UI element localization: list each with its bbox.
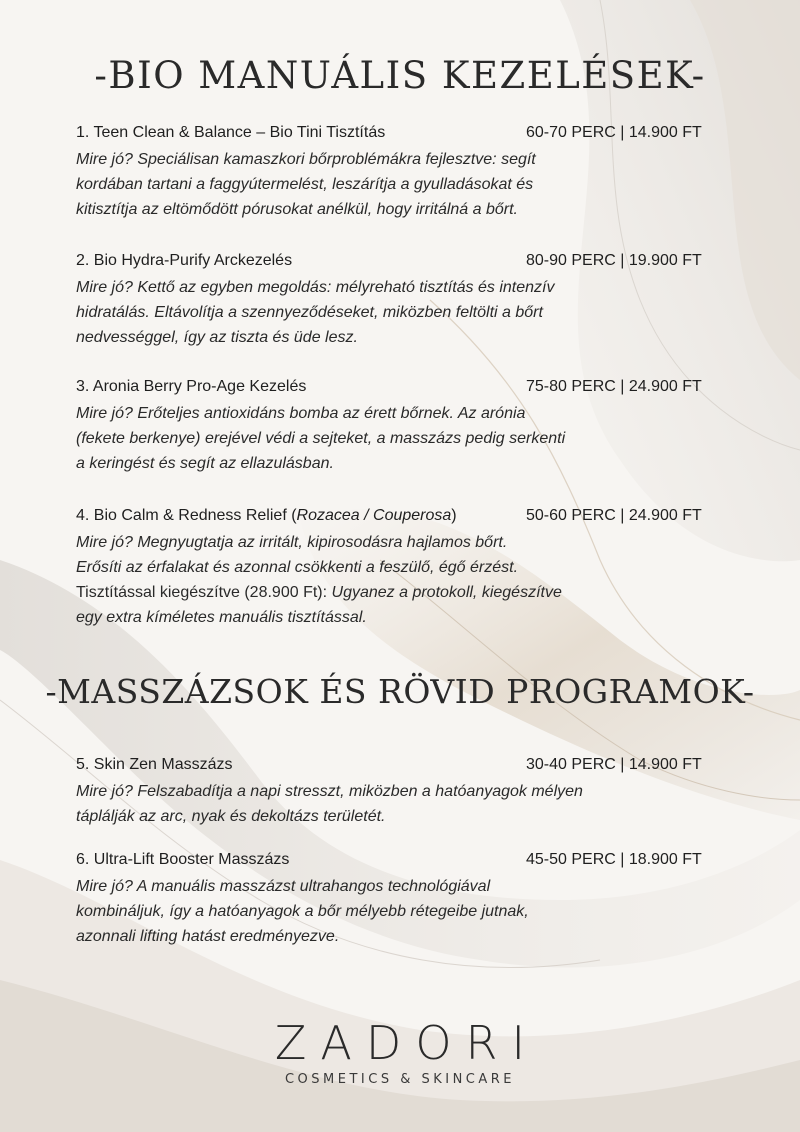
treatment-name: 1. Teen Clean & Balance – Bio Tini Tisztítás xyxy=(76,124,386,141)
treatment-duration-price: 75-80 PERC | 24.900 FT xyxy=(526,378,702,395)
treatment-name: 6. Ultra-Lift Booster Masszázs xyxy=(76,851,290,868)
section-title-bio: -BIO MANUÁLIS KEZELÉSEK- xyxy=(94,54,706,97)
section-title-massages: -MASSZÁZSOK ÉS RÖVID PROGRAMOK- xyxy=(45,672,755,711)
treatment-description: Mire jó? Kettő az egyben megoldás: mélyreható tisztítás és intenzív hidratálás. Eltávolítja a szennyeződéseket, miközben feltölti a bőrt nedvességgel, így az tiszta és üde lesz. xyxy=(76,279,555,346)
treatment-name: 4. Bio Calm & Redness Relief (Rozacea / Couperosa) xyxy=(76,507,457,524)
treatment-name: 3. Aronia Berry Pro-Age Kezelés xyxy=(76,378,307,395)
brand-tagline: COSMETICS & SKINCARE xyxy=(284,1072,516,1087)
brand-logo-name: ZADORI xyxy=(274,1016,540,1070)
treatment-duration-price: 30-40 PERC | 14.900 FT xyxy=(526,756,702,773)
treatment-item-1 xyxy=(76,124,726,222)
treatment-description: Mire jó? Erőteljes antioxidáns bomba az érett bőrnek. Az arónia (fekete berkenye) erejével védi a sejteket, a masszázs pedig serkenti a keringést és segít az ellazulásban. xyxy=(76,405,566,472)
addon-label: Tisztítással kiegészítve (28.900 Ft): xyxy=(76,584,328,601)
treatment-duration-price: 80-90 PERC | 19.900 FT xyxy=(526,252,702,269)
treatment-description: Mire jó? A manuális masszázst ultrahangos technológiával kombináljuk, így a hatóanyagok a bőr mélyebb rétegeibe jutnak, azonnali lifting hatást eredményezve. xyxy=(76,878,529,945)
treatment-item-5 xyxy=(76,756,726,829)
treatment-item-2 xyxy=(76,252,726,350)
treatment-name: 2. Bio Hydra-Purify Arckezelés xyxy=(76,252,293,269)
treatment-duration-price: 50-60 PERC | 24.900 FT xyxy=(526,507,702,524)
treatment-item-6 xyxy=(76,851,726,949)
treatment-description: Mire jó? Speciálisan kamaszkori bőrproblémákra fejlesztve: segít kordában tartani a faggyútermelést, leszárítja a gyulladásokat és kitisztítja az eltömődött pórusokat anélkül, hogy irritálná a bőrt. xyxy=(76,151,536,218)
treatment-description: Mire jó? Megnyugtatja az irritált, kipirosodásra hajlamos bőrt. Erősíti az érfalakat és azonnal csökkenti a feszülő, égő érzést. Tisztítással kiegészítve (28.900 Ft): Ugyanez a protokoll, kiegészítve egy extra kíméletes manuális tisztítással. xyxy=(76,534,562,626)
treatment-duration-price: 60-70 PERC | 14.900 FT xyxy=(526,124,702,141)
treatment-item-3 xyxy=(76,378,726,476)
treatment-item-4 xyxy=(76,507,726,630)
treatment-name: 5. Skin Zen Masszázs xyxy=(76,756,233,773)
treatment-description: Mire jó? Felszabadítja a napi stresszt, miközben a hatóanyagok mélyen táplálják az arc, nyak és dekoltázs területét. xyxy=(76,783,583,825)
treatment-duration-price: 45-50 PERC | 18.900 FT xyxy=(526,851,702,868)
